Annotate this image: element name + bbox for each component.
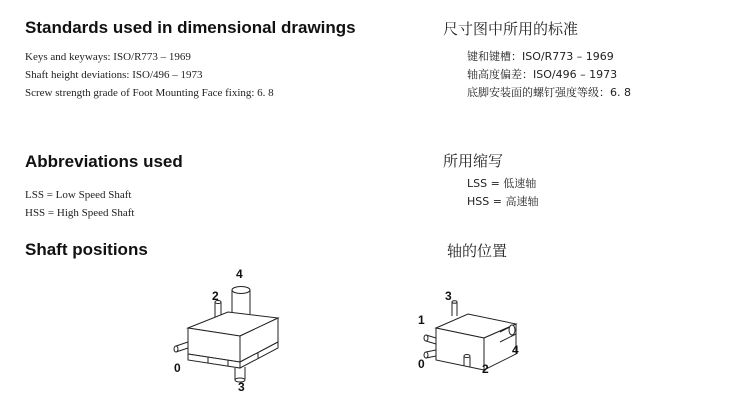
shaft-label: 4 [236, 267, 243, 281]
shaft-label: 3 [445, 289, 452, 303]
standards-line-en: Shaft height deviations: ISO/496 – 1973 [25, 69, 203, 81]
shaft-label: 0 [174, 361, 181, 375]
shaft-positions-title-zh: 轴的位置 [447, 242, 508, 260]
standards-list-en [25, 48, 274, 102]
abbreviation-line-zh: LSS = 低速轴 [467, 177, 537, 190]
shaft-label: 1 [418, 313, 425, 327]
standards-list-zh [467, 48, 631, 102]
standards-line-en: Keys and keyways: ISO/R773 – 1969 [25, 51, 191, 63]
shaft-diagram-left [168, 262, 288, 402]
abbreviations-title-en: Abbreviations used [25, 152, 183, 171]
shaft-label: 3 [238, 380, 245, 394]
shaft-label: 4 [512, 343, 519, 357]
abbreviation-line-en: HSS = High Speed Shaft [25, 207, 135, 219]
standards-title-en: Standards used in dimensional drawings [25, 18, 356, 37]
standards-line-zh: 轴高度偏差：ISO/496 – 1973 [467, 68, 618, 81]
abbreviations-title-zh: 所用缩写 [443, 152, 504, 170]
abbreviation-line-en: LSS = Low Speed Shaft [25, 189, 132, 201]
shaft-positions-title-en: Shaft positions [25, 240, 148, 259]
shaft-label: 2 [482, 362, 489, 376]
shaft-diagram-right [412, 288, 532, 388]
abbreviation-line-zh: HSS = 高速轴 [467, 195, 539, 208]
shaft-label: 0 [418, 357, 425, 371]
standards-title-zh: 尺寸图中所用的标准 [443, 20, 579, 38]
standards-line-zh: 键和键槽：ISO/R773 – 1969 [467, 50, 614, 63]
standards-line-zh: 底脚安装面的螺钉强度等级：6. 8 [467, 86, 631, 99]
abbreviations-list-en [25, 186, 134, 222]
standards-line-en: Screw strength grade of Foot Mounting Face fixing: 6. 8 [25, 87, 274, 99]
abbreviations-list-zh [467, 175, 538, 211]
shaft-label: 2 [212, 289, 219, 303]
